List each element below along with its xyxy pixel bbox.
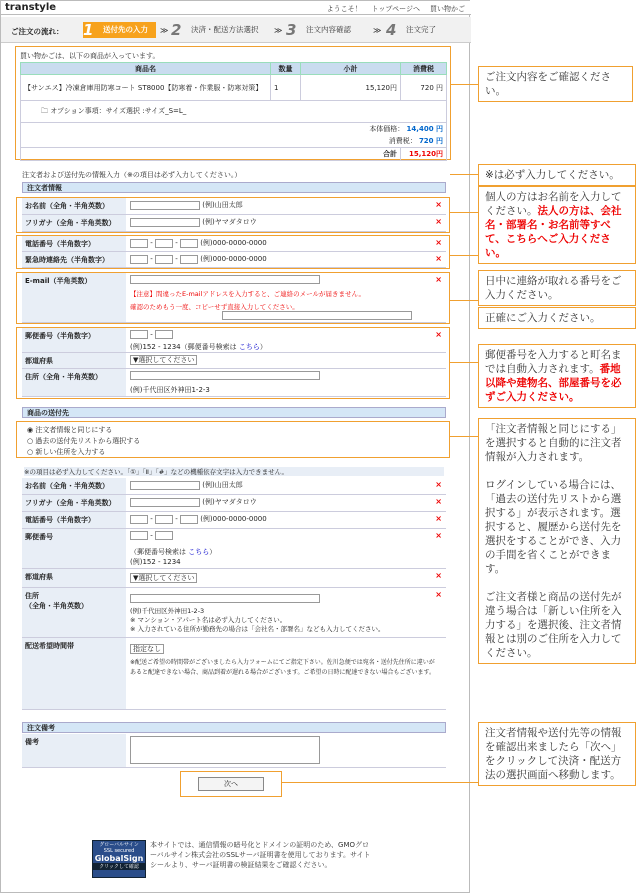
note-email: 正確にご入力ください。 <box>478 307 636 329</box>
note-required: ※は必ず入力してください。 <box>478 164 636 186</box>
order-intro: 買い物かごは、以下の商品が入っています。 <box>20 52 160 60</box>
step-2: 2 決済・配送方法選択 <box>171 21 259 39</box>
steps-label: ご注文の流れ： <box>11 27 64 36</box>
ssl-seal[interactable]: グローバルサイン SSL secured GlobalSign クリックして確認 <box>92 840 146 878</box>
folder-icon: 🗀 <box>41 106 48 115</box>
header <box>1 1 471 15</box>
welcome-text: ようこそ！ <box>326 5 362 13</box>
pref-select[interactable]: ▼選択してください <box>130 355 197 365</box>
note-shipping: 「注文者情報と同じにする」を選択すると自動的に注文者情報が入力されます。 ログインしている場合には、「過去の送付先リストから選択する」が表示されます。選択すると、履歴から送付先を選択をすることができ、入力の手間を省くことができます。 ご注文者様と商品の送付先が違う場合は「新しい住所を入力する」を選択後、注文者情報とは別のご住所を入力してください。 <box>478 418 636 664</box>
remarks-row: 備考 <box>22 734 446 768</box>
email-confirm-input[interactable] <box>222 311 412 320</box>
note-next: 注文者情報や送付先等の情報を確認出来ましたら「次へ」をクリックして決済・配送方法の選択画面へ移動します。 <box>478 722 636 786</box>
addr-input[interactable] <box>130 371 320 380</box>
orderer-name-input[interactable] <box>130 201 200 210</box>
top-page-link[interactable]: トップページへ <box>371 5 420 13</box>
radio-same[interactable]: ◉ <box>27 426 34 434</box>
order-total: 15,120円 <box>401 148 447 161</box>
order-table: 商品名 数量 小計 消費税 【サンエス】冷凍倉庫用防寒コート ST8000【防寒着・作業服・防寒対策】 1 15,120円 720 円 🗀 オプション事項：サイズ選択 :サイズ_S=L_ 本体価格： 14,400 円 消費税： 720 円 合計 15,120円 <box>20 62 447 161</box>
orderer-furigana-input[interactable] <box>130 218 200 227</box>
remarks-section-title: 注文備考 <box>22 722 446 733</box>
ship-phone-row: 電話番号（半角数字） × - - (例)000-0000-0000 <box>22 512 446 529</box>
note-order: ご注文内容をご確認ください。 <box>478 66 633 102</box>
email-input[interactable] <box>130 275 320 284</box>
radio-new[interactable]: ○ <box>27 448 34 456</box>
shipping-options-highlight: ◉ 注文者情報と同じにする ○ 過去の送付先リストから選択する ○ 新しい住所を入力する <box>16 421 450 458</box>
next-button[interactable]: 次へ <box>198 777 264 791</box>
step-1: 1 送付先の入力 <box>83 22 156 38</box>
option-text: オプション事項：サイズ選択 :サイズ_S=L_ <box>50 106 187 115</box>
zip-search-link[interactable]: こちら <box>238 343 260 351</box>
radio-history[interactable]: ○ <box>27 437 34 445</box>
ship-name-row: お名前（全角・半角英数） × (例)山田太郎 <box>22 478 446 495</box>
remarks-textarea[interactable] <box>130 736 320 764</box>
shipping-req-note: ※の項目は必ず入力してください。「①」「Ⅱ」「#」などの機種依存文字は入力できません。 <box>24 467 444 476</box>
ship-pref-row: 都道府県 × ▼選択してください <box>22 569 446 588</box>
order-steps: ご注文の流れ： 1 送付先の入力 ≫ 2 決済・配送方法選択 ≫ 3 注文内容確認 ≫ 4 注文完了 <box>1 17 471 43</box>
step-3: 3 注文内容確認 <box>286 21 351 39</box>
orderer-section-title: 注文者情報 <box>22 182 446 193</box>
site-logo[interactable]: transtyle <box>5 2 57 13</box>
ship-time-row: 配送希望時間帯 指定なし ※配送ご希望の時間帯がございましたら入力フォームにてご指定下さい。佐川急便では宛名・送付先住所に違いがあると配達できない場合、商品到着が遅れる場合がございます。ご希望の日時に配達できない場合もございます。 <box>22 638 446 710</box>
orderer-pref-row: 都道府県 ▼選択してください <box>22 353 446 369</box>
product-name: 【サンエス】冷凍倉庫用防寒コート ST8000【防寒着・作業服・防寒対策】 <box>21 75 271 101</box>
note-name: 個人の方はお名前を入力してください。法人の方は、会社名・部署名・お名前等すべて、こちらへご入力ください。 <box>478 186 636 264</box>
orderer-furigana-row: フリガナ（全角・半角英数） × (例)ヤマダタロウ <box>22 215 446 232</box>
note-address: 郵便番号を入力すると町名までは自動入力されます。番地以降や建物名、部屋番号を必ずご入力ください。 <box>478 344 636 408</box>
orderer-name-row: お名前（全角・半角英数） × (例)山田太郎 <box>22 198 446 215</box>
orderer-email-row: E-mail（半角英数） × 【注意】間違ったE-mailアドレスを入力すると、ご連絡のメールが届きません。 確認のためもう一度、コピーせず直接入力してください。 <box>22 273 446 323</box>
step-4: 4 注文完了 <box>386 21 436 39</box>
orderer-phone-row: 電話番号（半角数字） × - - (例)000-0000-0000 <box>22 236 446 252</box>
orderer-zip-row: 郵便番号（半角数字） × - (例)152 - 1234（郵便番号検索は こちら） <box>22 328 446 353</box>
footer-text: 本サイトでは、通信情報の暗号化とドメインの証明のため、GMOグローバルサイン株式会社のSSLサーバ証明書を使用しております。サイトシールより、サーバ証明書の検証結果をご確認ください。 <box>150 841 371 869</box>
order-summary <box>15 46 451 160</box>
form-intro: 注文者および送付先の情報入力（※の項目は必ず入力してください。） <box>22 171 242 179</box>
ship-addr-row: 住所 （全角・半角英数） × (例)千代田区外神田1-2-3 ※ マンション・アパート名は必ず入力してください。 ※ 入力されている住所が勤務先の場合は「会社名・部署名」なども入力してください。 <box>22 588 446 638</box>
orderer-addr-row: 住所（全角・半角英数） (例)千代田区外神田1-2-3 <box>22 369 446 397</box>
ship-zip-row: 郵便番号 × - （郵便番号検索は こちら） (例)152 - 1234 <box>22 529 446 569</box>
ship-furigana-row: フリガナ（全角・半角英数） × (例)ヤマダタロウ <box>22 495 446 512</box>
shipping-section-title: 商品の送付先 <box>22 407 446 418</box>
orderer-emergency-row: 緊急時連絡先（半角数字） × - - (例)000-0000-0000 <box>22 252 446 268</box>
note-phone: 日中に連絡が取れる番号をご入力ください。 <box>478 270 636 306</box>
cart-link[interactable]: 買い物かご <box>430 5 465 13</box>
